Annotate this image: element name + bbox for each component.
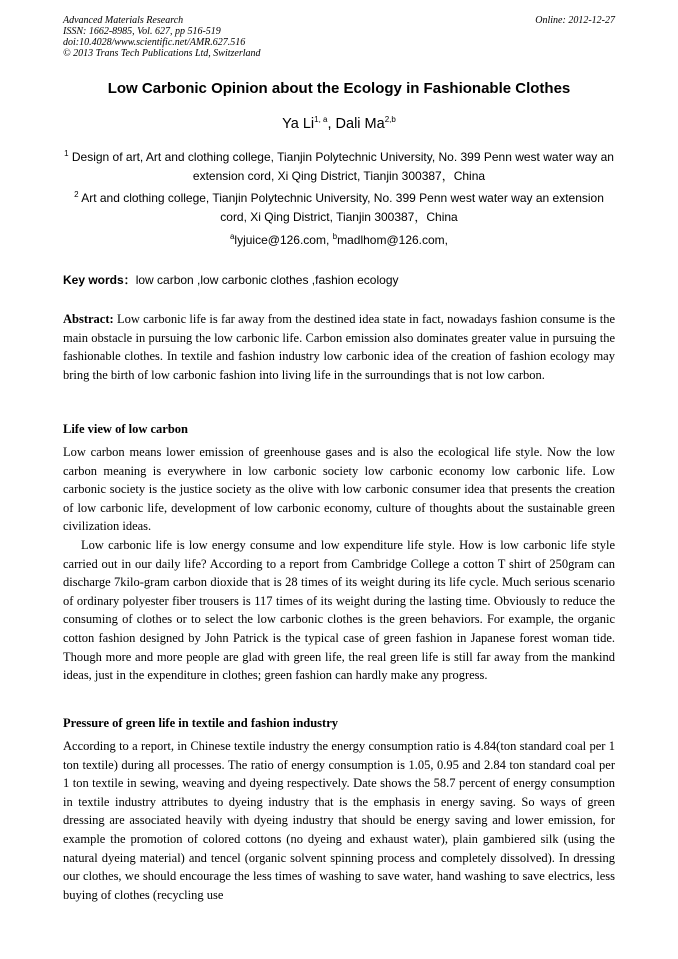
- issn-line: ISSN: 1662-8985, Vol. 627, pp 516-519: [63, 26, 221, 37]
- affiliation-marker: 2: [74, 190, 79, 199]
- email-address: madlhom@126.com,: [337, 233, 449, 247]
- body-paragraph: According to a report, in Chinese textile industry the energy consumption ratio is 4.84(ton standard coal per 1 ton textile) during all processes. The ratio of energy consumption is 1.05, 0.95 and 2.84 ton standard coal per 1 ton textile in sewing, weaving and dyeing respectively. Date shows the 58.7 percent of energy consumption in textile industry attributes to dyeing industry that is the emphasis in energy saving. So ways of green dressing are associated heavily with dyeing industry that should be energy saving and lower emission, for example the promotion of colored cottons (no dyeing and exhaust water), plain gambiered silk (using the natural dyeing material) and tencel (organic solvent spinning process and completely dissolved). In dressing our clothes, we should encourage the less times of washing to save water, hand washing to save electrics, less buying of clothes (recycling use: [63, 739, 615, 902]
- abstract: [63, 310, 615, 384]
- author-affiliation-marker: 1, a: [314, 115, 328, 125]
- keywords-text: low carbon ,low carbonic clothes ,fashion ecology: [135, 273, 399, 287]
- email-address: lyjuice@126.com,: [234, 233, 333, 247]
- email-marker: b: [332, 232, 338, 241]
- doi-line: doi:10.4028/www.scientific.net/AMR.627.516: [63, 37, 246, 48]
- affiliation-text: Design of art, Art and clothing college, Tianjin Polytechnic University, No. 399 Penn west water way an extension cord, Xi Qing District, Tianjin 300387，China: [68, 150, 614, 183]
- keywords-label: Key words：: [63, 273, 136, 287]
- abstract-text: Low carbonic life is far away from the destined idea state in fact, nowadays fashion consume is the main obstacle in pursuing the low carbonic life. Carbon emission also dominates greater value in pursuing the fashionable clothes. In textile and fashion industry low carbonic idea of the creation of fashion ecology may bring the birth of low carbonic fashion into living life in the surroundings that is not low carbon.: [63, 312, 615, 382]
- keywords: [63, 271, 615, 289]
- body-paragraph: Low carbonic life is low energy consume and low expenditure life style. How is low carbonic life style carried out in our daily life? According to a report from Cambridge College a cotton T shirt of 250gram can discharge 7kilo-gram carbon dioxide that is 28 times of its weight during its life cycle. Much serious scenario of ordinary polyester fiber trousers is 117 times of its weight during the lasting time. Obviously to reduce the consuming of clothes or to select the low carbonic clothes is the green behaviors. For example, the organic cotton fashion designed by John Patrick is the typical case of green fashion in Japanese forest woman tide. Though more and more people are glad with green life, the real green life is still far away from the mankind ideas, just in the expenditure in clothes; green fashion can hardly make any progress.: [63, 538, 615, 683]
- author-affiliation-marker: 2,b: [384, 115, 396, 125]
- copyright-line: © 2013 Trans Tech Publications Ltd, Switzerland: [63, 48, 261, 59]
- section-heading: Pressure of green life in textile and fashion industry: [63, 716, 338, 730]
- affiliation: [63, 148, 615, 186]
- author-separator: ,: [327, 116, 336, 132]
- abstract-label: Abstract:: [63, 312, 114, 326]
- author-emails: [20, 231, 658, 249]
- journal-name: Advanced Materials Research: [63, 15, 184, 26]
- section-heading: Life view of low carbon: [63, 422, 188, 436]
- author-name: Ya Li: [282, 116, 315, 132]
- online-date: Online: 2012-12-27: [535, 15, 615, 26]
- running-header: [63, 15, 615, 59]
- author-list: [20, 115, 658, 133]
- affiliation: [63, 189, 615, 227]
- affiliation-text: Art and clothing college, Tianjin Polytechnic University, No. 399 Penn west water way an extension cord, Xi Qing District, Tianjin 300387，China: [78, 191, 604, 224]
- author-name: Dali Ma: [335, 116, 385, 132]
- email-marker: a: [229, 232, 235, 241]
- affiliation-marker: 1: [64, 149, 69, 158]
- paper-title: Low Carbonic Opinion about the Ecology in Fashionable Clothes: [107, 80, 571, 97]
- body-paragraph: Low carbon means lower emission of greenhouse gases and is also the ecological life style. Now the low carbon meaning is everywhere in low carbonic society low carbonic economy low carbonic life. Low carbonic society is the justice society as the olive with low carbonic consumer idea that presents the creation of low carbonic life, development of low carbonic economy, culture of thoughts about the sustainable green civilization ideas.: [63, 445, 615, 534]
